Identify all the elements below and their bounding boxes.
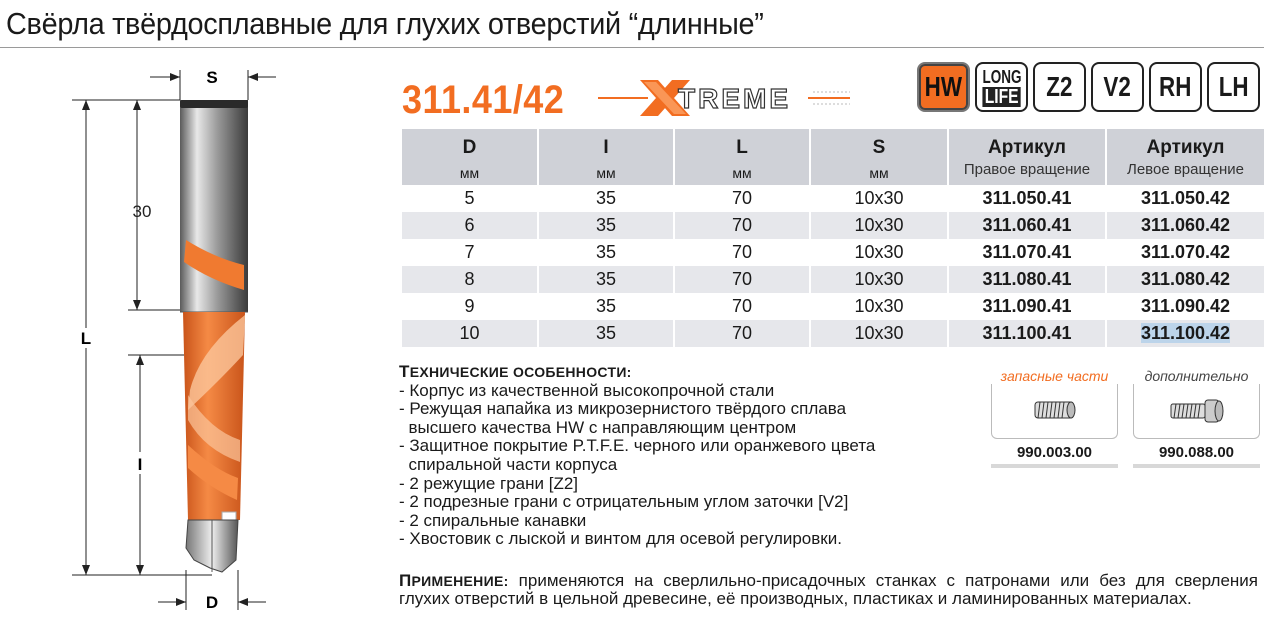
cell-d: 9 bbox=[402, 293, 538, 320]
cell-i: 35 bbox=[538, 239, 674, 266]
badge-v2-label: V2 bbox=[1103, 71, 1132, 102]
badge-rh-label: RH bbox=[1159, 71, 1192, 102]
list-item: высшего качества HW с направляющим центром bbox=[399, 417, 797, 437]
table-row bbox=[402, 266, 1264, 293]
list-item: спиральной части корпуса bbox=[399, 454, 618, 474]
application-paragraph bbox=[399, 572, 1258, 609]
cell-l: 70 bbox=[674, 293, 810, 320]
list-item: - 2 режущие грани [Z2] bbox=[399, 473, 579, 493]
col-s-unit: мм bbox=[869, 165, 889, 181]
badge-lh bbox=[1207, 62, 1260, 112]
cell-l: 70 bbox=[674, 212, 810, 239]
I-dim-label: I bbox=[137, 455, 143, 474]
dim-30-label: 30 bbox=[132, 202, 152, 221]
product-code: 311.41/42 bbox=[402, 78, 565, 122]
features-heading-cap: Т bbox=[399, 362, 410, 381]
cell-s: 10x30 bbox=[810, 185, 948, 212]
badge-long-life bbox=[975, 62, 1028, 112]
grub-screw-icon bbox=[1031, 398, 1079, 422]
list-item: - Корпус из качественной высокопрочной стали bbox=[399, 380, 775, 400]
cell-i: 35 bbox=[538, 266, 674, 293]
cell-art-right: 311.070.41 bbox=[948, 239, 1106, 266]
cell-d: 5 bbox=[402, 185, 538, 212]
col-l-unit: мм bbox=[732, 165, 752, 181]
cell-art-right: 311.080.41 bbox=[948, 266, 1106, 293]
cell-art-left: 311.070.42 bbox=[1140, 242, 1231, 262]
application-text: применяются на сверлильно-присадочных станках с патронами или без для сверления глухих отверстий в цельной древесине, её производных, пластиках и ламинированных материалах. bbox=[399, 571, 1258, 609]
application-heading-cap: П bbox=[399, 571, 412, 590]
col-d-title: D bbox=[462, 137, 477, 158]
features-heading-rest: ЕХНИЧЕСКИЕ ОСОБЕННОСТИ: bbox=[409, 364, 632, 380]
col-i-title: I bbox=[603, 137, 609, 158]
cell-l: 70 bbox=[674, 320, 810, 347]
cell-art-right: 311.090.41 bbox=[948, 293, 1106, 320]
spare-part-number: 990.003.00 bbox=[1016, 444, 1093, 461]
badge-z2-label: Z2 bbox=[1046, 71, 1073, 102]
accessory-card bbox=[1133, 368, 1260, 468]
cell-d: 8 bbox=[402, 266, 538, 293]
table-row bbox=[402, 212, 1264, 239]
cell-art-right: 311.050.41 bbox=[948, 185, 1106, 212]
L-dim-label: L bbox=[80, 329, 92, 348]
features-heading bbox=[399, 363, 979, 382]
cell-art-left bbox=[1106, 320, 1264, 347]
cell-art-left: 311.090.42 bbox=[1140, 296, 1231, 316]
col-d-unit: мм bbox=[459, 165, 480, 181]
application-heading-rest: РИМЕНЕНИЕ: bbox=[411, 573, 509, 589]
cell-art-right: 311.100.41 bbox=[948, 320, 1106, 347]
xtreme-logo bbox=[598, 78, 853, 118]
list-item: - Режущая напайка из микрозернистого твёрдого сплава bbox=[399, 399, 847, 419]
table-row bbox=[402, 293, 1264, 320]
cell-art-left: 311.080.42 bbox=[1106, 266, 1264, 293]
cell-s: 10x30 bbox=[810, 293, 948, 320]
list-item: - 2 спиральные канавки bbox=[399, 510, 587, 530]
spare-part-label: запасные части bbox=[991, 368, 1118, 384]
spare-part-card bbox=[991, 368, 1118, 468]
cell-s: 10x30 bbox=[810, 266, 948, 293]
cell-i: 35 bbox=[538, 320, 674, 347]
screw-icon bbox=[1167, 398, 1227, 424]
col-l-title: L bbox=[736, 137, 748, 158]
cell-d: 10 bbox=[402, 320, 538, 347]
cell-l: 70 bbox=[674, 239, 810, 266]
application-heading bbox=[399, 573, 509, 589]
cell-d: 6 bbox=[402, 212, 538, 239]
cell-s: 10x30 bbox=[810, 239, 948, 266]
list-item: - 2 подрезные грани с отрицательным углом заточки [V2] bbox=[399, 492, 849, 512]
feature-badges bbox=[917, 62, 1260, 112]
s-dim-label: S bbox=[206, 68, 218, 87]
col-art-right-sub: Правое вращение bbox=[963, 161, 1091, 178]
col-art-left-sub: Левое вращение bbox=[1126, 161, 1244, 178]
cell-art-left: 311.060.42 bbox=[1106, 212, 1264, 239]
cell-l: 70 bbox=[674, 185, 810, 212]
badge-lh-label: LH bbox=[1218, 71, 1249, 102]
col-s-title: S bbox=[872, 137, 886, 158]
badge-hw-label: HW bbox=[924, 71, 963, 102]
table-row bbox=[402, 185, 1264, 212]
badge-life-label: LIFE bbox=[982, 87, 1020, 107]
badge-hw bbox=[917, 62, 970, 112]
cell-s: 10x30 bbox=[810, 212, 948, 239]
col-art-right-header bbox=[948, 129, 1106, 185]
col-art-right-title: Артикул bbox=[988, 137, 1066, 158]
cell-art-left: 311.050.42 bbox=[1140, 188, 1231, 208]
col-d-header bbox=[402, 129, 538, 185]
col-l-header bbox=[674, 129, 810, 185]
xtreme-logo-text: TREME bbox=[678, 83, 791, 114]
badge-z2 bbox=[1033, 62, 1086, 112]
D-dim-label: D bbox=[205, 593, 219, 612]
col-i-header bbox=[538, 129, 674, 185]
table-row bbox=[402, 239, 1264, 266]
selected-text: 311.100.42 bbox=[1140, 323, 1231, 343]
col-art-left-header bbox=[1106, 129, 1264, 185]
accessory-number: 990.088.00 bbox=[1158, 444, 1235, 461]
col-art-left-title: Артикул bbox=[1146, 137, 1225, 158]
page-title: Свёрла твёрдосплавные для глухих отверстий “длинные” bbox=[6, 6, 764, 41]
title-divider bbox=[0, 47, 1264, 48]
cell-art-right: 311.060.41 bbox=[948, 212, 1106, 239]
accessory-underline bbox=[1133, 464, 1260, 468]
cell-i: 35 bbox=[538, 185, 674, 212]
list-item: - Защитное покрытие P.T.F.E. черного или оранжевого цвета bbox=[399, 436, 876, 456]
cell-d: 7 bbox=[402, 239, 538, 266]
cell-s: 10x30 bbox=[810, 320, 948, 347]
cell-i: 35 bbox=[538, 293, 674, 320]
badge-v2 bbox=[1091, 62, 1144, 112]
cell-l: 70 bbox=[674, 266, 810, 293]
drill-drawing bbox=[0, 55, 300, 642]
cell-i: 35 bbox=[538, 212, 674, 239]
badge-long-label: LONG bbox=[982, 67, 1021, 87]
badge-rh bbox=[1149, 62, 1202, 112]
col-s-header bbox=[810, 129, 948, 185]
col-i-unit: мм bbox=[596, 165, 616, 181]
table-row bbox=[402, 320, 1264, 347]
list-item: - Хвостовик с лыской и винтом для осевой регулировки. bbox=[399, 529, 842, 549]
spec-table bbox=[402, 129, 1264, 347]
table-header-row bbox=[402, 129, 1264, 185]
spare-part-underline bbox=[991, 464, 1118, 468]
accessory-label: дополнительно bbox=[1133, 368, 1260, 384]
technical-features bbox=[399, 363, 979, 549]
